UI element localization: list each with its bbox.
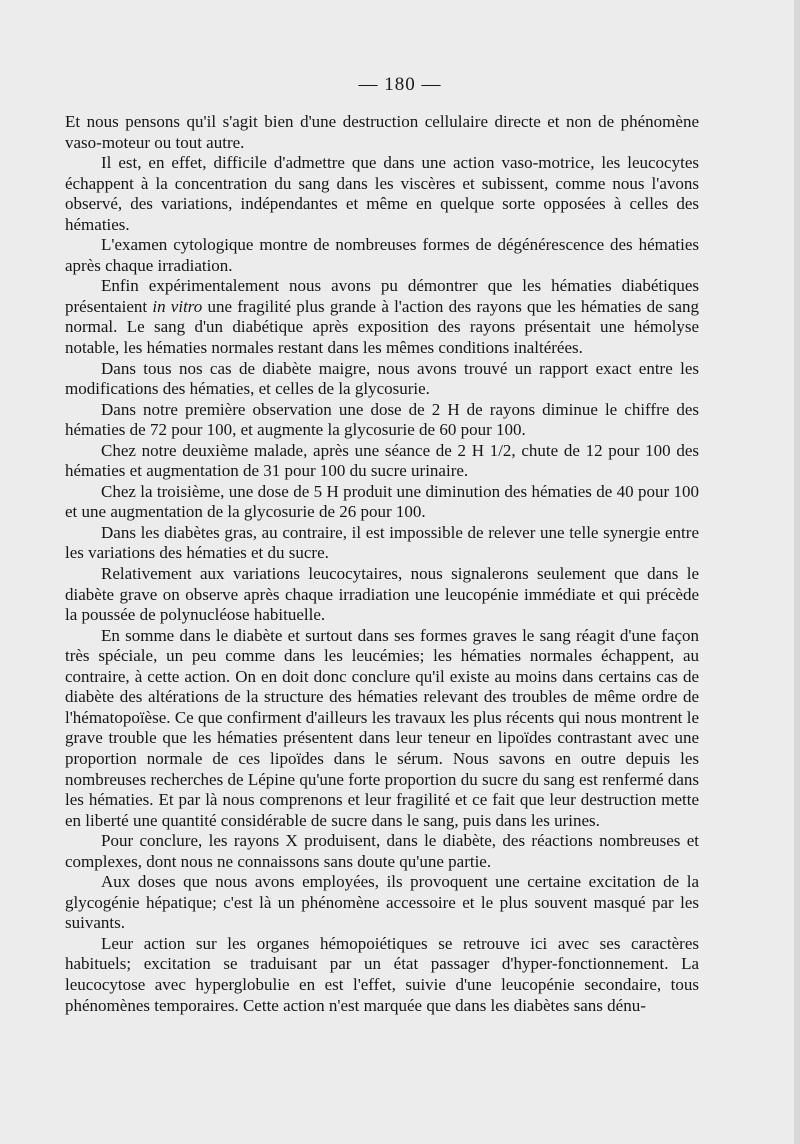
italic-term: in vitro [152, 296, 203, 316]
paragraph-7: Chez notre deuxième malade, après une séance de 2 H 1/2, chute de 12 pour 100 des hématies et augmentation de 31 pour 100 du sucre urinaire. [65, 440, 699, 481]
paragraph-10: Relativement aux variations leucocytaires, nous signalerons seulement que dans le diabète grave on observe après chaque irradiation une leucopénie immédiate et qui précède la poussée de polynucléose habituelle. [65, 564, 699, 625]
paragraph-8: Chez la troisième, une dose de 5 H produit une diminution des hématies de 40 pour 100 et une augmentation de la glycosurie de 26 pour 100. [65, 481, 699, 522]
paragraph-13: Aux doses que nous avons employées, ils provoquent une certaine excitation de la glycogénie hépatique; c'est là un phénomène accessoire et le plus souvent masqué par les suivants. [65, 872, 699, 933]
paragraph-5: Dans tous nos cas de diabète maigre, nous avons trouvé un rapport exact entre les modifications des hématies, et celles de la glycosurie. [65, 358, 699, 399]
paragraph-4: Enfin expérimentalement nous avons pu démontrer que les hématies diabétiques présentaient in vitro une fragilité plus grande à l'action des rayons que les hématies de sang normal. Le sang d'un diabétique après exposition des rayons présentait une hémolyse notable, les hématies normales restant dans les mêmes conditions inaltérées. [65, 276, 699, 358]
paragraph-2: Il est, en effet, difficile d'admettre que dans une action vaso-motrice, les leucocytes échappent à la concentration du sang dans les viscères et subissent, comme nous l'avons observé, des variations, indépendantes et même en quelque sorte opposées à celles des hématies. [65, 153, 699, 234]
paragraph-14: Leur action sur les organes hémopoiétiques se retrouve ici avec ses caractères habituels; excitation se traduisant par un état passager d'hyper-fonctionnement. La leucocytose avec hyperglobulie en est l'effet, suivie d'une leucopénie secondaire, tous phénomènes temporaires. Cette action n'est marquée que dans les diabètes sans dénu- [65, 933, 699, 1015]
page-edge-shadow [794, 0, 800, 1144]
paragraph-1: Et nous pensons qu'il s'agit bien d'une destruction cellulaire directe et non de phénomène vaso-moteur ou tout autre. [65, 112, 699, 152]
paragraph-6: Dans notre première observation une dose de 2 H de rayons diminue le chiffre des hématies de 72 pour 100, et augmente la glycosurie de 60 pour 100. [65, 399, 699, 440]
paragraph-9: Dans les diabètes gras, au contraire, il est impossible de relever une telle synergie entre les variations des hématies et du sucre. [65, 522, 699, 563]
paragraph-3: L'examen cytologique montre de nombreuses formes de dégénérescence des hématies après chaque irradiation. [65, 235, 699, 275]
page-number: — 180 — [358, 74, 442, 95]
body-text [65, 112, 699, 1016]
paragraph-12: Pour conclure, les rayons X produisent, dans le diabète, des réactions nombreuses et complexes, dont nous ne connaissons sans doute qu'une partie. [65, 831, 699, 871]
paragraph-11: En somme dans le diabète et surtout dans ses formes graves le sang réagit d'une façon très spéciale, un peu comme dans les leucémies; les hématies normales échappent, au contraire, à cette action. On en doit donc conclure qu'il existe au moins dans certains cas de diabète des altérations de la structure des hématies relevant des troubles de même ordre de l'hématopoïèse. Ce que confirment d'ailleurs les travaux les plus récents qui nous montrent le grave trouble que les hématies présentent dans leur teneur en lipoïdes contrastant avec une proportion normale de ces lipoïdes dans le sérum. Nous savons en outre depuis les nombreuses recherches de Lépine qu'une forte proportion du sucre du sang est renfermé dans les hématies. Et par là nous comprenons et leur fragilité et ce fait que leur destruction mette en liberté une quantité considérable de sucre dans le sang, puis dans les urines. [65, 625, 699, 830]
